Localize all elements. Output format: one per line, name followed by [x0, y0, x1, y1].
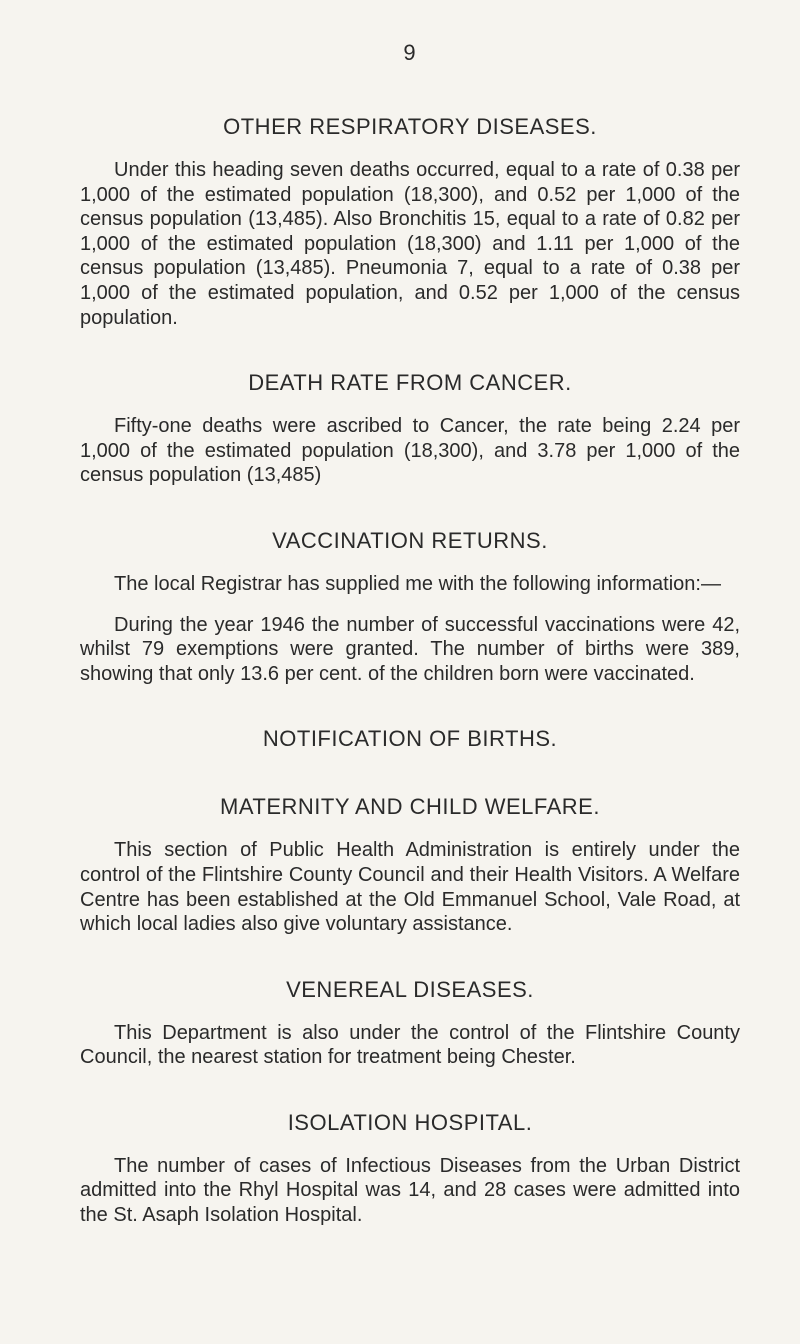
- paragraph-venereal-diseases: This Department is also under the control of the Flintshire County Council, the nearest station for treatment being Chester.: [80, 1021, 740, 1069]
- heading-notification-of-births: NOTIFICATION OF BIRTHS.: [262, 726, 558, 752]
- heading-isolation-hospital: ISOLATION HOSPITAL.: [287, 1109, 533, 1135]
- paragraph-registrar-information: The local Registrar has supplied me with the following information:—: [114, 572, 721, 595]
- heading-other-respiratory-diseases: OTHER RESPIRATORY DISEASES.: [223, 114, 597, 139]
- heading-venereal-diseases: VENEREAL DISEASES.: [286, 976, 534, 1002]
- paragraph-respiratory-diseases: Under this heading seven deaths occurred, equal to a rate of 0.38 per 1,000 of the estimated population (18,300), and 0.52 per 1,000 of the census population (13,485). Also Bronchitis 15, equal to a rate of 0.82 per 1,000 of the estimated population (18,300) and 1.11 per 1,000 of the census population (13,485). Pneumonia 7, equal to a rate of 0.38 per 1,000 of the estimated population, and 0.52 per 1,000 of the census population.: [80, 159, 740, 329]
- document-page: [80, 40, 740, 1268]
- heading-death-rate-cancer: DEATH RATE FROM CANCER.: [248, 370, 572, 396]
- heading-maternity-child-welfare: MATERNITY AND CHILD WELFARE.: [220, 794, 600, 820]
- paragraph-isolation-hospital: The number of cases of Infectious Diseases from the Urban District admitted into the Rhyl Hospital was 14, and 28 cases were admitted into the St. Asaph Isolation Hospital.: [80, 1154, 740, 1227]
- page-number: 9: [403, 40, 417, 65]
- paragraph-vaccination-figures: During the year 1946 the number of successful vaccinations were 42, whilst 79 exemptions were granted. The number of births were 389, showing that only 13.6 per cent. of the children born were vaccinated.: [80, 613, 740, 685]
- paragraph-cancer-deaths: Fifty-one deaths were ascribed to Cancer, the rate being 2.24 per 1,000 of the estimated population (18,300), and 3.78 per 1,000 of the census population (13,485): [80, 415, 740, 487]
- paragraph-maternity-welfare: This section of Public Health Administration is entirely under the control of the Flintshire County Council and their Health Visitors. A Welfare Centre has been established at the Old Emmanuel School, Vale Road, at which local ladies also give voluntary assistance.: [80, 839, 740, 936]
- heading-vaccination-returns: VACCINATION RETURNS.: [272, 527, 548, 553]
